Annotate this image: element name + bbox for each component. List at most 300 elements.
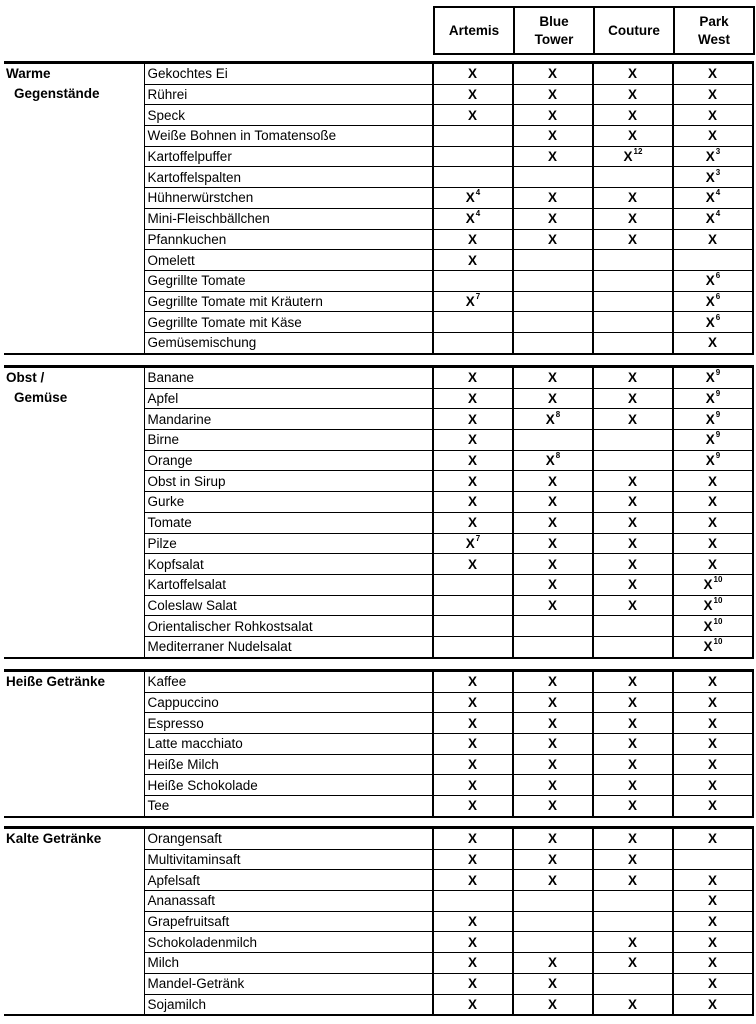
availability-cell: [513, 891, 593, 912]
availability-mark: X: [547, 535, 557, 551]
availability-mark: X: [627, 674, 637, 690]
item-name: Espresso: [144, 713, 433, 734]
column-header-park-west: Park West: [674, 7, 754, 54]
availability-mark: X: [627, 211, 637, 227]
availability-mark: X: [627, 715, 637, 731]
availability-mark: X: [467, 515, 477, 531]
availability-mark: X: [545, 411, 555, 427]
availability-cell: [593, 512, 673, 533]
item-name: Heiße Schokolade: [144, 775, 433, 796]
availability-cell: [673, 430, 753, 451]
availability-cell: [433, 291, 513, 312]
footnote-ref: 10: [713, 616, 723, 626]
availability-mark: X: [705, 314, 715, 330]
availability-cell: [433, 828, 513, 850]
availability-cell: [433, 409, 513, 430]
footnote-ref: 4: [715, 188, 721, 198]
availability-cell: [593, 312, 673, 333]
availability-cell: [433, 105, 513, 126]
availability-cell: [673, 849, 753, 870]
availability-cell: [593, 270, 673, 291]
availability-cell: [673, 671, 753, 693]
availability-mark: X: [627, 852, 637, 868]
availability-cell: [673, 332, 753, 353]
availability-cell: [673, 870, 753, 891]
availability-cell: [593, 167, 673, 188]
availability-cell: [593, 367, 673, 389]
availability-mark: X: [547, 715, 557, 731]
availability-mark: X: [467, 453, 477, 469]
availability-mark: X: [547, 556, 557, 572]
availability-cell: [513, 828, 593, 850]
item-name: Schokoladenmilch: [144, 932, 433, 953]
footnote-ref: 4: [475, 209, 481, 219]
availability-cell: [513, 188, 593, 209]
availability-cell: [593, 891, 673, 912]
availability-cell: [433, 574, 513, 595]
availability-cell: [673, 595, 753, 616]
availability-cell: [513, 167, 593, 188]
availability-cell: [513, 671, 593, 693]
availability-mark: X: [627, 473, 637, 489]
availability-mark: X: [547, 976, 557, 992]
footnote-ref: 4: [715, 209, 721, 219]
availability-mark: X: [467, 736, 477, 752]
availability-cell: [593, 332, 673, 353]
availability-cell: [593, 932, 673, 953]
availability-cell: [673, 636, 753, 657]
category-label-line2: Gegenstände: [14, 86, 100, 101]
availability-cell: [673, 574, 753, 595]
availability-cell: [593, 911, 673, 932]
availability-cell: [513, 574, 593, 595]
item-name: Orientalischer Rohkostsalat: [144, 616, 433, 637]
availability-cell: [593, 250, 673, 271]
category-label-line1: Warme: [6, 66, 51, 81]
availability-mark: X: [707, 715, 717, 731]
availability-cell: [513, 229, 593, 250]
availability-cell: [673, 932, 753, 953]
availability-mark: X: [627, 107, 637, 123]
availability-cell: [513, 409, 593, 430]
availability-mark: X: [627, 955, 637, 971]
section-table: [4, 365, 754, 659]
availability-cell: [593, 471, 673, 492]
footnote-ref: 12: [633, 147, 643, 157]
availability-cell: [673, 616, 753, 637]
availability-cell: [433, 734, 513, 755]
availability-cell: [673, 828, 753, 850]
footnote-ref: 9: [715, 430, 721, 440]
availability-cell: [433, 595, 513, 616]
availability-mark: X: [467, 955, 477, 971]
availability-mark: X: [627, 370, 637, 386]
availability-mark: X: [467, 66, 477, 82]
availability-cell: [433, 126, 513, 147]
availability-cell: [513, 492, 593, 513]
item-name: Sojamilch: [144, 994, 433, 1015]
item-name: Mandel-Getränk: [144, 973, 433, 994]
item-name: Orange: [144, 450, 433, 471]
availability-cell: [673, 994, 753, 1015]
availability-cell: [673, 891, 753, 912]
availability-mark: X: [707, 976, 717, 992]
availability-cell: [513, 713, 593, 734]
availability-mark: X: [467, 370, 477, 386]
table-row: [4, 63, 753, 85]
availability-mark: X: [465, 211, 475, 227]
availability-cell: [673, 754, 753, 775]
availability-mark: X: [547, 128, 557, 144]
availability-cell: [673, 388, 753, 409]
availability-cell: [673, 734, 753, 755]
availability-cell: [673, 911, 753, 932]
availability-cell: [513, 312, 593, 333]
item-name: Gemüsemischung: [144, 332, 433, 353]
item-name: Pilze: [144, 533, 433, 554]
availability-cell: [673, 270, 753, 291]
availability-cell: [433, 471, 513, 492]
availability-mark: X: [627, 66, 637, 82]
availability-mark: X: [707, 831, 717, 847]
availability-mark: X: [707, 996, 717, 1012]
item-name: Kartoffelsalat: [144, 574, 433, 595]
availability-cell: [513, 932, 593, 953]
footnote-ref: 6: [715, 291, 721, 301]
item-name: Latte macchiato: [144, 734, 433, 755]
availability-cell: [593, 63, 673, 85]
item-name: Tomate: [144, 512, 433, 533]
availability-cell: [593, 713, 673, 734]
availability-cell: [593, 430, 673, 451]
item-name: Tee: [144, 796, 433, 817]
category-label-line1: Heiße Getränke: [6, 674, 106, 689]
availability-mark: X: [467, 674, 477, 690]
availability-mark: X: [707, 128, 717, 144]
availability-mark: X: [707, 335, 717, 351]
item-name: Obst in Sirup: [144, 471, 433, 492]
availability-mark: X: [467, 87, 477, 103]
table-row: [4, 367, 753, 389]
footnote-ref: 9: [715, 368, 721, 378]
availability-mark: X: [707, 535, 717, 551]
item-name: Apfelsaft: [144, 870, 433, 891]
availability-mark: X: [705, 190, 715, 206]
availability-mark: X: [627, 597, 637, 613]
availability-cell: [433, 870, 513, 891]
availability-mark: X: [627, 391, 637, 407]
availability-cell: [673, 953, 753, 974]
availability-cell: [673, 167, 753, 188]
availability-cell: [433, 692, 513, 713]
item-name: Gegrillte Tomate mit Kräutern: [144, 291, 433, 312]
availability-cell: [673, 492, 753, 513]
availability-cell: [513, 291, 593, 312]
column-header-blue-tower: Blue Tower: [514, 7, 594, 54]
availability-cell: [593, 208, 673, 229]
availability-cell: [513, 953, 593, 974]
availability-mark: X: [467, 715, 477, 731]
availability-mark: X: [547, 852, 557, 868]
availability-cell: [673, 554, 753, 575]
availability-cell: [433, 932, 513, 953]
availability-cell: [593, 775, 673, 796]
availability-cell: [513, 208, 593, 229]
column-header-table: [433, 6, 755, 55]
availability-cell: [513, 84, 593, 105]
availability-mark: X: [547, 87, 557, 103]
availability-mark: X: [707, 695, 717, 711]
availability-cell: [513, 994, 593, 1015]
availability-cell: [433, 188, 513, 209]
item-name: Ananassaft: [144, 891, 433, 912]
availability-cell: [513, 126, 593, 147]
availability-cell: [593, 291, 673, 312]
availability-mark: X: [547, 211, 557, 227]
availability-cell: [513, 105, 593, 126]
availability-mark: X: [467, 473, 477, 489]
availability-cell: [513, 734, 593, 755]
availability-mark: X: [627, 556, 637, 572]
availability-cell: [433, 84, 513, 105]
availability-mark: X: [705, 211, 715, 227]
availability-cell: [433, 533, 513, 554]
availability-mark: X: [547, 736, 557, 752]
availability-cell: [513, 849, 593, 870]
availability-cell: [433, 146, 513, 167]
availability-mark: X: [703, 597, 713, 613]
item-name: Kartoffelpuffer: [144, 146, 433, 167]
availability-cell: [433, 973, 513, 994]
availability-cell: [433, 430, 513, 451]
availability-cell: [513, 775, 593, 796]
availability-mark: X: [627, 736, 637, 752]
availability-cell: [673, 367, 753, 389]
item-name: Mandarine: [144, 409, 433, 430]
category-label: [4, 63, 144, 354]
availability-cell: [433, 208, 513, 229]
availability-mark: X: [627, 757, 637, 773]
availability-cell: [593, 146, 673, 167]
item-name: Omelett: [144, 250, 433, 271]
category-label-line2: Gemüse: [14, 390, 68, 405]
availability-cell: [593, 636, 673, 657]
availability-cell: [593, 533, 673, 554]
availability-cell: [433, 953, 513, 974]
availability-cell: [593, 796, 673, 817]
availability-cell: [433, 554, 513, 575]
availability-mark: X: [547, 831, 557, 847]
availability-cell: [673, 973, 753, 994]
item-name: Gegrillte Tomate: [144, 270, 433, 291]
section-table: [4, 61, 754, 355]
footnote-ref: 4: [475, 188, 481, 198]
item-name: Multivitaminsaft: [144, 849, 433, 870]
availability-mark: X: [467, 231, 477, 247]
availability-mark: X: [547, 674, 557, 690]
footnote-ref: 6: [715, 271, 721, 281]
availability-mark: X: [703, 618, 713, 634]
availability-mark: X: [703, 577, 713, 593]
availability-mark: X: [627, 494, 637, 510]
availability-mark: X: [623, 149, 633, 165]
availability-cell: [593, 229, 673, 250]
footnote-ref: 8: [555, 451, 561, 461]
item-name: Apfel: [144, 388, 433, 409]
availability-mark: X: [707, 87, 717, 103]
availability-cell: [673, 229, 753, 250]
availability-cell: [513, 512, 593, 533]
availability-cell: [593, 692, 673, 713]
availability-cell: [593, 828, 673, 850]
footnote-ref: 10: [713, 595, 723, 605]
availability-mark: X: [467, 391, 477, 407]
availability-cell: [673, 775, 753, 796]
column-header-couture: Couture: [594, 7, 674, 54]
availability-mark: X: [627, 577, 637, 593]
availability-mark: X: [547, 370, 557, 386]
availability-mark: X: [627, 87, 637, 103]
availability-cell: [513, 533, 593, 554]
availability-cell: [513, 367, 593, 389]
availability-mark: X: [467, 556, 477, 572]
availability-mark: X: [705, 370, 715, 386]
availability-mark: X: [547, 872, 557, 888]
category-label: [4, 828, 144, 1016]
footnote-ref: 9: [715, 409, 721, 419]
availability-mark: X: [627, 831, 637, 847]
availability-cell: [513, 870, 593, 891]
availability-cell: [513, 636, 593, 657]
availability-mark: X: [627, 128, 637, 144]
availability-cell: [513, 754, 593, 775]
footnote-ref: 7: [475, 291, 481, 301]
availability-cell: [513, 450, 593, 471]
item-name: Mini-Fleischbällchen: [144, 208, 433, 229]
item-name: Kopfsalat: [144, 554, 433, 575]
availability-cell: [673, 84, 753, 105]
availability-mark: X: [547, 777, 557, 793]
availability-mark: X: [707, 757, 717, 773]
availability-cell: [513, 796, 593, 817]
availability-cell: [433, 713, 513, 734]
availability-mark: X: [627, 411, 637, 427]
availability-cell: [593, 188, 673, 209]
availability-mark: X: [467, 777, 477, 793]
availability-mark: X: [547, 996, 557, 1012]
availability-mark: X: [705, 411, 715, 427]
availability-mark: X: [547, 494, 557, 510]
availability-mark: X: [627, 996, 637, 1012]
availability-cell: [433, 332, 513, 353]
availability-cell: [513, 270, 593, 291]
item-name: Banane: [144, 367, 433, 389]
item-name: Speck: [144, 105, 433, 126]
availability-cell: [593, 574, 673, 595]
availability-cell: [433, 775, 513, 796]
footnote-ref: 10: [713, 637, 723, 647]
availability-mark: X: [547, 391, 557, 407]
item-name: Gegrillte Tomate mit Käse: [144, 312, 433, 333]
availability-mark: X: [707, 777, 717, 793]
availability-mark: X: [707, 473, 717, 489]
availability-mark: X: [627, 231, 637, 247]
availability-cell: [673, 512, 753, 533]
table-row: [4, 671, 753, 693]
availability-mark: X: [547, 757, 557, 773]
item-name: Hühnerwürstchen: [144, 188, 433, 209]
table-row: [4, 828, 753, 850]
availability-cell: [433, 796, 513, 817]
availability-mark: X: [627, 190, 637, 206]
availability-cell: [673, 409, 753, 430]
availability-mark: X: [707, 798, 717, 814]
availability-cell: [593, 126, 673, 147]
availability-cell: [513, 332, 593, 353]
availability-cell: [433, 616, 513, 637]
availability-cell: [513, 388, 593, 409]
availability-mark: X: [547, 190, 557, 206]
footnote-ref: 9: [715, 389, 721, 399]
availability-cell: [593, 595, 673, 616]
availability-cell: [433, 250, 513, 271]
availability-cell: [673, 126, 753, 147]
availability-cell: [433, 492, 513, 513]
availability-cell: [513, 616, 593, 637]
item-name: Cappuccino: [144, 692, 433, 713]
availability-cell: [513, 146, 593, 167]
category-label-line1: Kalte Getränke: [6, 831, 102, 846]
availability-cell: [513, 471, 593, 492]
availability-mark: X: [707, 955, 717, 971]
availability-cell: [433, 388, 513, 409]
availability-mark: X: [547, 695, 557, 711]
availability-cell: [673, 471, 753, 492]
availability-mark: X: [703, 639, 713, 655]
availability-mark: X: [705, 432, 715, 448]
availability-cell: [673, 188, 753, 209]
category-label-line1: Obst /: [6, 370, 45, 385]
availability-mark: X: [467, 976, 477, 992]
availability-mark: X: [547, 66, 557, 82]
availability-cell: [593, 870, 673, 891]
availability-mark: X: [707, 914, 717, 930]
availability-cell: [433, 891, 513, 912]
availability-cell: [673, 713, 753, 734]
availability-mark: X: [705, 149, 715, 165]
availability-cell: [513, 430, 593, 451]
availability-mark: X: [707, 515, 717, 531]
availability-mark: X: [705, 391, 715, 407]
availability-mark: X: [547, 955, 557, 971]
availability-mark: X: [467, 411, 477, 427]
availability-cell: [593, 105, 673, 126]
availability-mark: X: [467, 252, 477, 268]
availability-mark: X: [547, 473, 557, 489]
availability-mark: X: [627, 777, 637, 793]
availability-mark: X: [467, 757, 477, 773]
availability-cell: [593, 492, 673, 513]
item-name: Orangensaft: [144, 828, 433, 850]
item-name: Kaffee: [144, 671, 433, 693]
availability-cell: [673, 208, 753, 229]
availability-mark: X: [705, 273, 715, 289]
availability-cell: [433, 167, 513, 188]
column-header-artemis: Artemis: [434, 7, 514, 54]
availability-cell: [593, 409, 673, 430]
availability-mark: X: [707, 556, 717, 572]
availability-cell: [433, 994, 513, 1015]
